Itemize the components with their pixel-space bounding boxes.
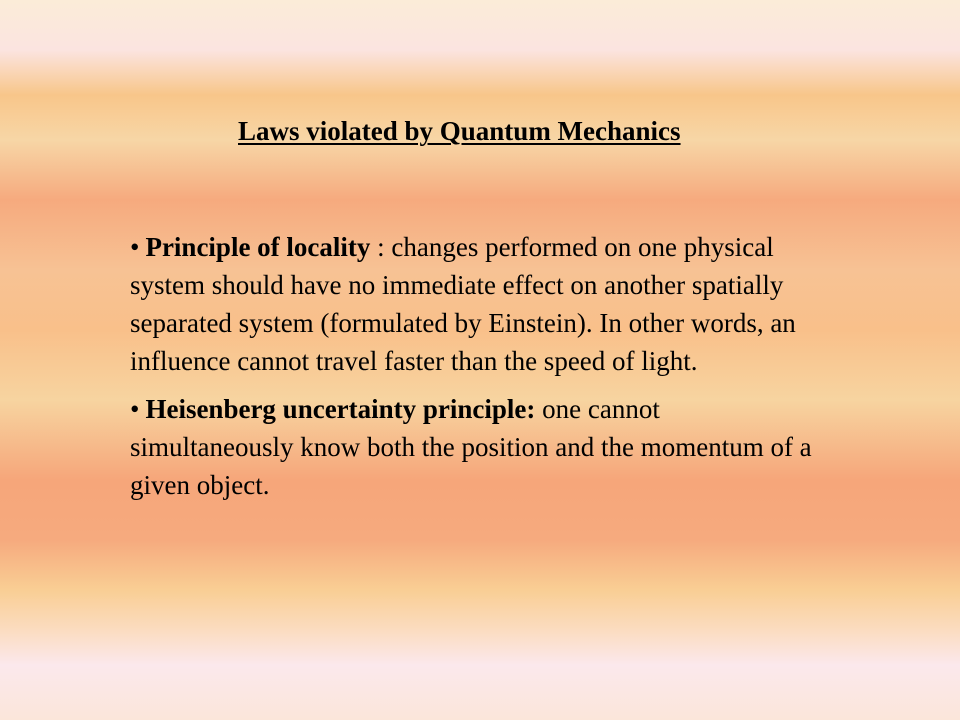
bullet-marker: • bbox=[130, 394, 140, 424]
bullet-text: one cannot simultaneously know both the position and the momentum of a given object. bbox=[130, 394, 812, 500]
bullet-principle-of-locality bbox=[130, 228, 820, 380]
slide-title: Laws violated by Quantum Mechanics bbox=[238, 116, 681, 146]
bullet-term: Heisenberg uncertainty principle: bbox=[145, 394, 536, 424]
bullet-marker: • bbox=[130, 232, 140, 262]
bullet-heisenberg-uncertainty bbox=[130, 390, 820, 504]
bullet-term: Principle of locality bbox=[145, 232, 371, 262]
bullet-text: : changes performed on one physical system should have no immediate effect on another spatially separated system (formulated by Einstein). In other words, an influence cannot travel faster than the speed of light. bbox=[130, 232, 796, 376]
bullet-list bbox=[130, 228, 820, 514]
